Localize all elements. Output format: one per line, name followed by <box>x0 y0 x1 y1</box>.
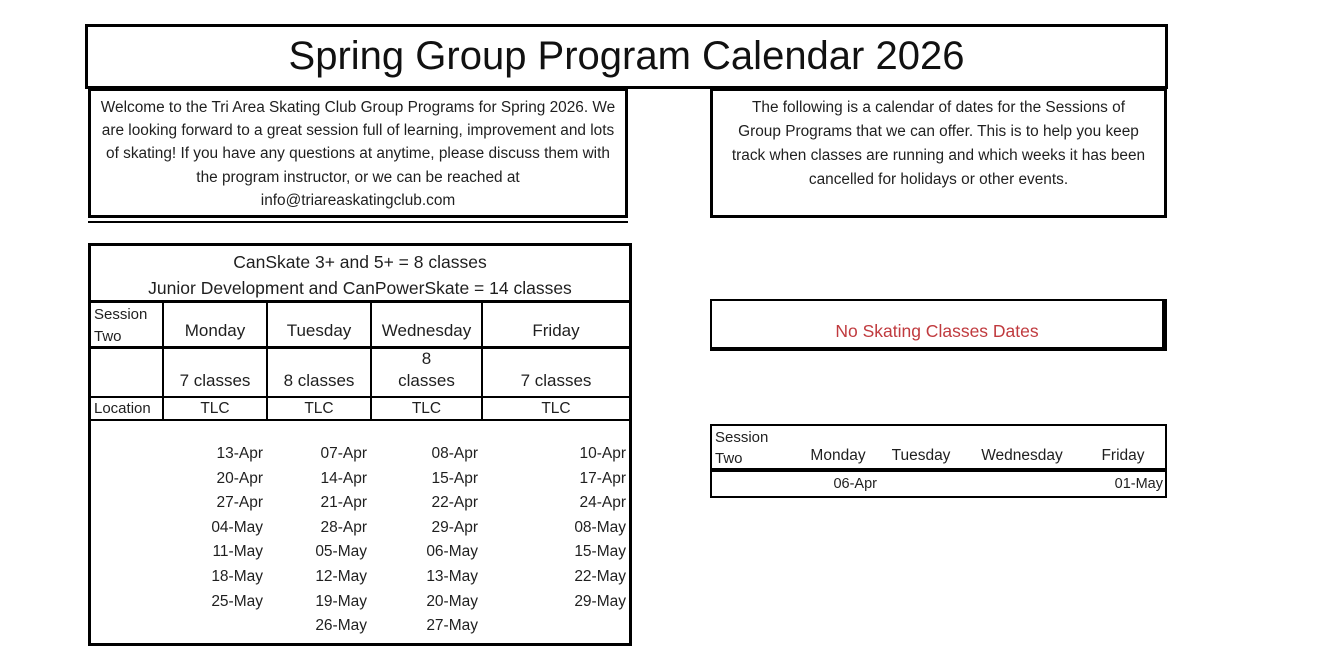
day-header-tuesday: Tuesday <box>268 303 372 346</box>
day-header-friday: Friday <box>532 321 580 340</box>
class-date: 10-Apr <box>579 445 626 462</box>
class-date: 11-May <box>212 543 263 561</box>
class-count-row <box>91 349 629 398</box>
session-label-line1: Session <box>94 306 148 323</box>
class-date: 29-Apr <box>431 518 478 536</box>
class-date: 04-May <box>211 518 263 536</box>
no-skating-dates-box <box>710 299 1167 351</box>
class-date: 08-Apr <box>431 445 478 462</box>
class-count-wednesday-text: 8 classes <box>398 349 455 390</box>
cancelled-table-header <box>712 426 1165 472</box>
date-column-monday <box>164 442 268 643</box>
cancelled-dates-table <box>710 424 1167 498</box>
day-header-monday: Monday <box>164 303 268 346</box>
class-date: 15-Apr <box>431 469 478 487</box>
class-count-friday: 7 classes <box>520 371 592 390</box>
class-date: 25-May <box>211 592 263 610</box>
divider-line <box>88 221 628 223</box>
class-date: 28-Apr <box>320 518 367 536</box>
welcome-line: Welcome to the Tri Area Skating Club Group Programs for Spring 2026. We <box>100 99 616 116</box>
class-date: 27-Apr <box>216 494 263 512</box>
header-line-junior: Junior Development and CanPowerSkate = 14 classes <box>148 278 572 298</box>
no-skating-label: No Skating Classes Dates <box>835 321 1039 341</box>
class-date: 13-Apr <box>216 445 263 462</box>
info-line: Group Programs that we can offer. This is to help you keep <box>738 123 1139 140</box>
location-monday: TLC <box>164 398 268 419</box>
session-label-line2: Two <box>94 328 122 345</box>
date-column-friday <box>483 442 629 643</box>
welcome-line: the program instructor, or we can be reached at <box>196 168 520 186</box>
cancelled-day-wednesday: Wednesday <box>981 447 1063 464</box>
cancelled-day-monday: Monday <box>810 447 866 464</box>
welcome-line: are looking forward to a great session full of learning, improvement and lots <box>101 122 615 140</box>
class-date: 22-May <box>574 567 626 585</box>
class-count-wednesday <box>372 349 483 396</box>
empty-cell <box>91 442 164 643</box>
session-label-cell <box>91 303 164 346</box>
class-date: 15-May <box>574 543 626 561</box>
welcome-line: of skating! If you have any questions at anytime, please discuss them with <box>106 145 610 163</box>
class-date: 19-May <box>315 592 367 610</box>
cancelled-day-friday: Friday <box>1101 447 1145 464</box>
class-date: 29-May <box>574 592 626 610</box>
day-header-wednesday: Wednesday <box>372 303 483 346</box>
cancelled-day-tuesday: Tuesday <box>891 447 951 464</box>
location-label: Location <box>91 398 164 419</box>
info-line: cancelled for holidays or other events. <box>808 171 1069 188</box>
class-date: 18-May <box>211 567 263 585</box>
class-date: 20-May <box>426 592 478 610</box>
class-date: 13-May <box>426 567 478 585</box>
class-count-monday: 7 classes <box>164 349 268 396</box>
empty-cell <box>91 349 164 396</box>
location-row <box>91 398 629 421</box>
schedule-table <box>88 243 632 646</box>
class-date: 26-May <box>315 617 367 635</box>
cancelled-dates-row <box>712 472 1165 496</box>
location-wednesday: TLC <box>372 398 483 419</box>
schedule-table-header <box>91 246 629 303</box>
date-column-wednesday <box>372 442 483 643</box>
cancelled-session-label-cell <box>712 426 797 468</box>
class-date: 05-May <box>315 543 367 561</box>
location-friday: TLC <box>541 399 571 417</box>
cancelled-session-line1: Session <box>715 429 769 446</box>
location-tuesday: TLC <box>268 398 372 419</box>
cancelled-date-monday: 06-Apr <box>833 476 877 492</box>
cancelled-session-line2: Two <box>715 450 743 467</box>
info-line: The following is a calendar of dates for the Sessions of <box>751 99 1125 116</box>
date-column-tuesday <box>268 442 372 643</box>
class-date: 14-Apr <box>320 469 367 487</box>
days-header-row <box>91 303 629 349</box>
class-date: 22-Apr <box>431 494 478 512</box>
class-date: 17-Apr <box>579 469 626 487</box>
class-date: 08-May <box>574 518 626 536</box>
welcome-text-box <box>88 88 628 218</box>
class-date: 24-Apr <box>579 494 626 512</box>
class-date: 21-Apr <box>320 494 367 512</box>
class-date: 27-May <box>426 617 478 635</box>
class-date: 20-Apr <box>216 469 263 487</box>
info-line: track when classes are running and which weeks it has been <box>731 147 1146 164</box>
contact-email: info@triareaskatingclub.com <box>260 191 456 209</box>
calendar-info-box <box>710 88 1167 218</box>
class-date: 12-May <box>315 567 367 585</box>
class-count-tuesday: 8 classes <box>268 349 372 396</box>
class-date: 06-May <box>426 543 478 561</box>
class-date: 07-Apr <box>320 445 367 462</box>
header-line-canskate: CanSkate 3+ and 5+ = 8 classes <box>233 252 487 272</box>
page-title: Spring Group Program Calendar 2026 <box>85 24 1168 89</box>
class-dates-grid <box>91 421 629 643</box>
cancelled-date-friday: 01-May <box>1114 476 1163 492</box>
